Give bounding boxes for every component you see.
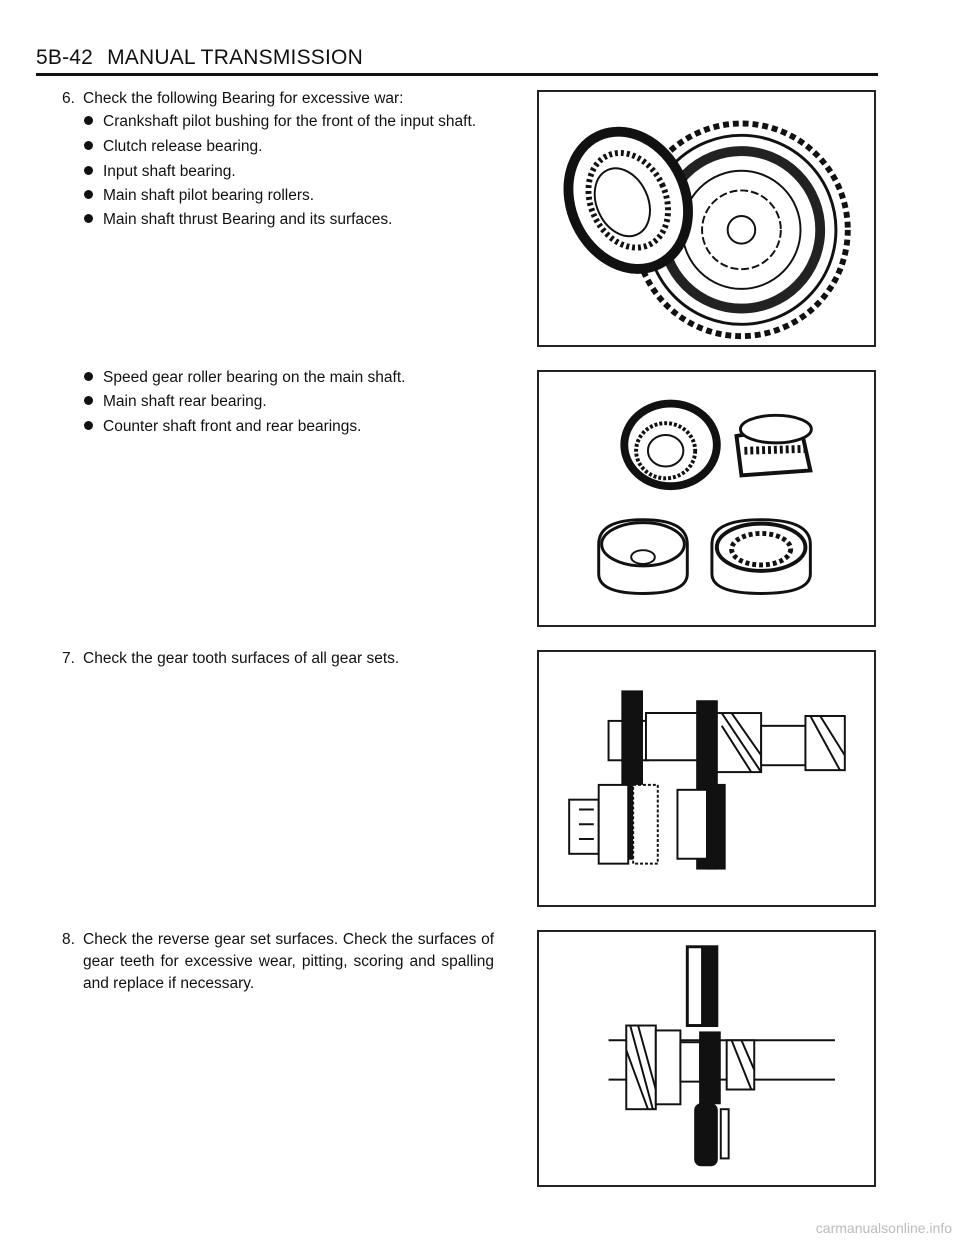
bullet-icon [84, 190, 93, 199]
bullet-icon [84, 396, 93, 405]
list-item: Main shaft rear bearing. [84, 391, 267, 413]
figure-reverse-gear [537, 930, 876, 1187]
list-item: Main shaft pilot bearing rollers. [84, 185, 314, 207]
bullet-icon [84, 421, 93, 430]
step-text: Check the reverse gear set surfaces. Check the surfaces of gear teeth for excessive wear, pitting, scoring and spalling and replace if necessary. [83, 931, 494, 992]
figure-pilot-bearing [537, 90, 876, 347]
step-7 [62, 648, 494, 670]
bearing-illustration [539, 92, 874, 345]
step-6 [62, 88, 494, 110]
bullet-icon [84, 116, 93, 125]
step-text: Check the gear tooth surfaces of all gear sets. [83, 650, 400, 667]
page-header [36, 46, 363, 70]
page-title: MANUAL TRANSMISSION [107, 46, 363, 69]
bullet-icon [84, 372, 93, 381]
bullet-icon [84, 166, 93, 175]
section-code: 5B-42 [36, 46, 94, 69]
list-item: Main shaft thrust Bearing and its surfaces. [84, 209, 392, 231]
list-item: Clutch release bearing. [84, 136, 262, 158]
list-item: Speed gear roller bearing on the main shaft. [84, 367, 405, 389]
list-item: Counter shaft front and rear bearings. [84, 416, 361, 438]
watermark: carmanualsonline.info [815, 1220, 952, 1236]
step-8 [62, 929, 494, 995]
step-number: 8. [62, 931, 75, 948]
step-number: 6. [62, 90, 75, 107]
step-number: 7. [62, 650, 75, 667]
figure-bearings [537, 370, 876, 627]
list-item: Input shaft bearing. [84, 161, 236, 183]
bullet-icon [84, 214, 93, 223]
figure-gear-sets [537, 650, 876, 907]
list-item: Crankshaft pilot bushing for the front of the input shaft. [84, 111, 476, 133]
bullet-icon [84, 141, 93, 150]
step-text: Check the following Bearing for excessive war: [83, 90, 404, 107]
header-rule [36, 73, 878, 76]
